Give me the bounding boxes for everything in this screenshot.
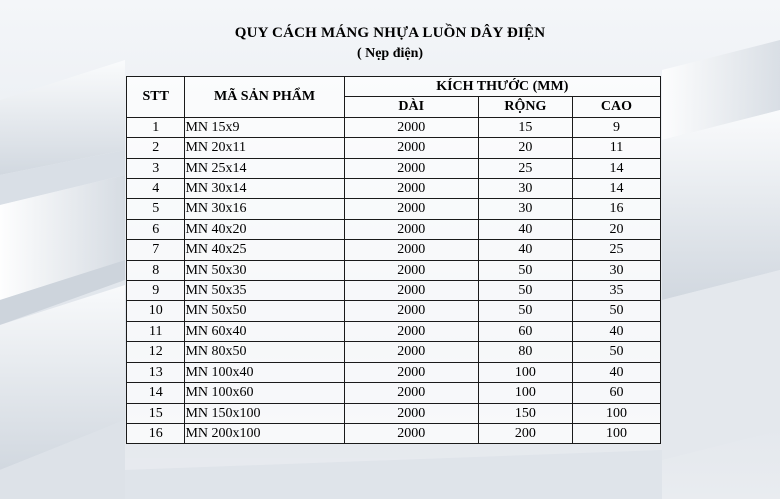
cell-width: 30 xyxy=(478,199,572,219)
cell-width: 40 xyxy=(478,240,572,260)
header-stt: STT xyxy=(127,77,185,118)
cell-stt: 1 xyxy=(127,117,185,137)
table-row xyxy=(127,260,661,280)
cell-length: 2000 xyxy=(344,383,478,403)
cell-stt: 12 xyxy=(127,342,185,362)
page-subtitle: ( Nẹp điện) xyxy=(356,46,424,61)
table-row xyxy=(127,179,661,199)
cell-stt: 11 xyxy=(127,321,185,341)
cell-product-code: MN 150x100 xyxy=(185,403,344,423)
cell-height: 9 xyxy=(572,117,660,137)
cell-height: 20 xyxy=(572,219,660,239)
spec-table xyxy=(126,76,661,444)
cell-width: 150 xyxy=(478,403,572,423)
cell-length: 2000 xyxy=(344,321,478,341)
cell-product-code: MN 30x14 xyxy=(185,179,344,199)
cell-height: 60 xyxy=(572,383,660,403)
cell-width: 30 xyxy=(478,179,572,199)
cell-length: 2000 xyxy=(344,342,478,362)
table-row xyxy=(127,219,661,239)
cell-height: 11 xyxy=(572,138,660,158)
table-row xyxy=(127,403,661,423)
cell-height: 35 xyxy=(572,281,660,301)
cell-stt: 9 xyxy=(127,281,185,301)
table-row xyxy=(127,138,661,158)
cell-product-code: MN 50x30 xyxy=(185,260,344,280)
cell-product-code: MN 15x9 xyxy=(185,117,344,137)
table-row xyxy=(127,158,661,178)
cell-width: 50 xyxy=(478,301,572,321)
cell-product-code: MN 40x20 xyxy=(185,219,344,239)
cell-length: 2000 xyxy=(344,179,478,199)
cell-length: 2000 xyxy=(344,199,478,219)
table-row xyxy=(127,423,661,443)
header-length: DÀI xyxy=(344,97,478,117)
table-row xyxy=(127,281,661,301)
cell-length: 2000 xyxy=(344,117,478,137)
cell-length: 2000 xyxy=(344,301,478,321)
cell-width: 200 xyxy=(478,423,572,443)
cell-height: 16 xyxy=(572,199,660,219)
cell-width: 15 xyxy=(478,117,572,137)
cell-stt: 13 xyxy=(127,362,185,382)
cell-length: 2000 xyxy=(344,281,478,301)
table-row xyxy=(127,321,661,341)
cell-product-code: MN 50x35 xyxy=(185,281,344,301)
cell-height: 14 xyxy=(572,158,660,178)
cell-length: 2000 xyxy=(344,138,478,158)
cell-length: 2000 xyxy=(344,219,478,239)
page-title: QUY CÁCH MÁNG NHỰA LUỒN DÂY ĐIỆN xyxy=(234,25,546,41)
cell-length: 2000 xyxy=(344,362,478,382)
table-row xyxy=(127,117,661,137)
cell-height: 100 xyxy=(572,403,660,423)
cell-length: 2000 xyxy=(344,423,478,443)
table-row xyxy=(127,362,661,382)
header-width: RỘNG xyxy=(478,97,572,117)
cell-product-code: MN 40x25 xyxy=(185,240,344,260)
header-dimensions: KÍCH THƯỚC (MM) xyxy=(344,77,660,97)
cell-product-code: MN 100x60 xyxy=(185,383,344,403)
cell-stt: 10 xyxy=(127,301,185,321)
header-product-code: MÃ SẢN PHẨM xyxy=(185,77,344,118)
cell-length: 2000 xyxy=(344,158,478,178)
cell-height: 40 xyxy=(572,362,660,382)
cell-width: 80 xyxy=(478,342,572,362)
cell-product-code: MN 25x14 xyxy=(185,158,344,178)
cell-product-code: MN 100x40 xyxy=(185,362,344,382)
cell-width: 25 xyxy=(478,158,572,178)
cell-stt: 16 xyxy=(127,423,185,443)
table-row xyxy=(127,342,661,362)
cell-stt: 4 xyxy=(127,179,185,199)
cell-product-code: MN 60x40 xyxy=(185,321,344,341)
table-row xyxy=(127,383,661,403)
cell-height: 14 xyxy=(572,179,660,199)
cell-stt: 2 xyxy=(127,138,185,158)
cell-width: 100 xyxy=(478,362,572,382)
cell-height: 50 xyxy=(572,301,660,321)
cell-stt: 15 xyxy=(127,403,185,423)
table-row xyxy=(127,301,661,321)
cell-height: 25 xyxy=(572,240,660,260)
cell-length: 2000 xyxy=(344,260,478,280)
cell-length: 2000 xyxy=(344,240,478,260)
cell-width: 50 xyxy=(478,281,572,301)
cell-width: 100 xyxy=(478,383,572,403)
cell-width: 40 xyxy=(478,219,572,239)
header-height: CAO xyxy=(572,97,660,117)
cell-height: 100 xyxy=(572,423,660,443)
cell-width: 50 xyxy=(478,260,572,280)
cell-stt: 8 xyxy=(127,260,185,280)
table-row xyxy=(127,199,661,219)
cell-width: 60 xyxy=(478,321,572,341)
cell-product-code: MN 80x50 xyxy=(185,342,344,362)
cell-stt: 3 xyxy=(127,158,185,178)
cell-height: 40 xyxy=(572,321,660,341)
cell-stt: 14 xyxy=(127,383,185,403)
cell-product-code: MN 50x50 xyxy=(185,301,344,321)
cell-height: 30 xyxy=(572,260,660,280)
cell-height: 50 xyxy=(572,342,660,362)
cell-stt: 5 xyxy=(127,199,185,219)
cell-width: 20 xyxy=(478,138,572,158)
cell-stt: 6 xyxy=(127,219,185,239)
cell-stt: 7 xyxy=(127,240,185,260)
cell-product-code: MN 200x100 xyxy=(185,423,344,443)
cell-length: 2000 xyxy=(344,403,478,423)
cell-product-code: MN 20x11 xyxy=(185,138,344,158)
table-row xyxy=(127,240,661,260)
cell-product-code: MN 30x16 xyxy=(185,199,344,219)
